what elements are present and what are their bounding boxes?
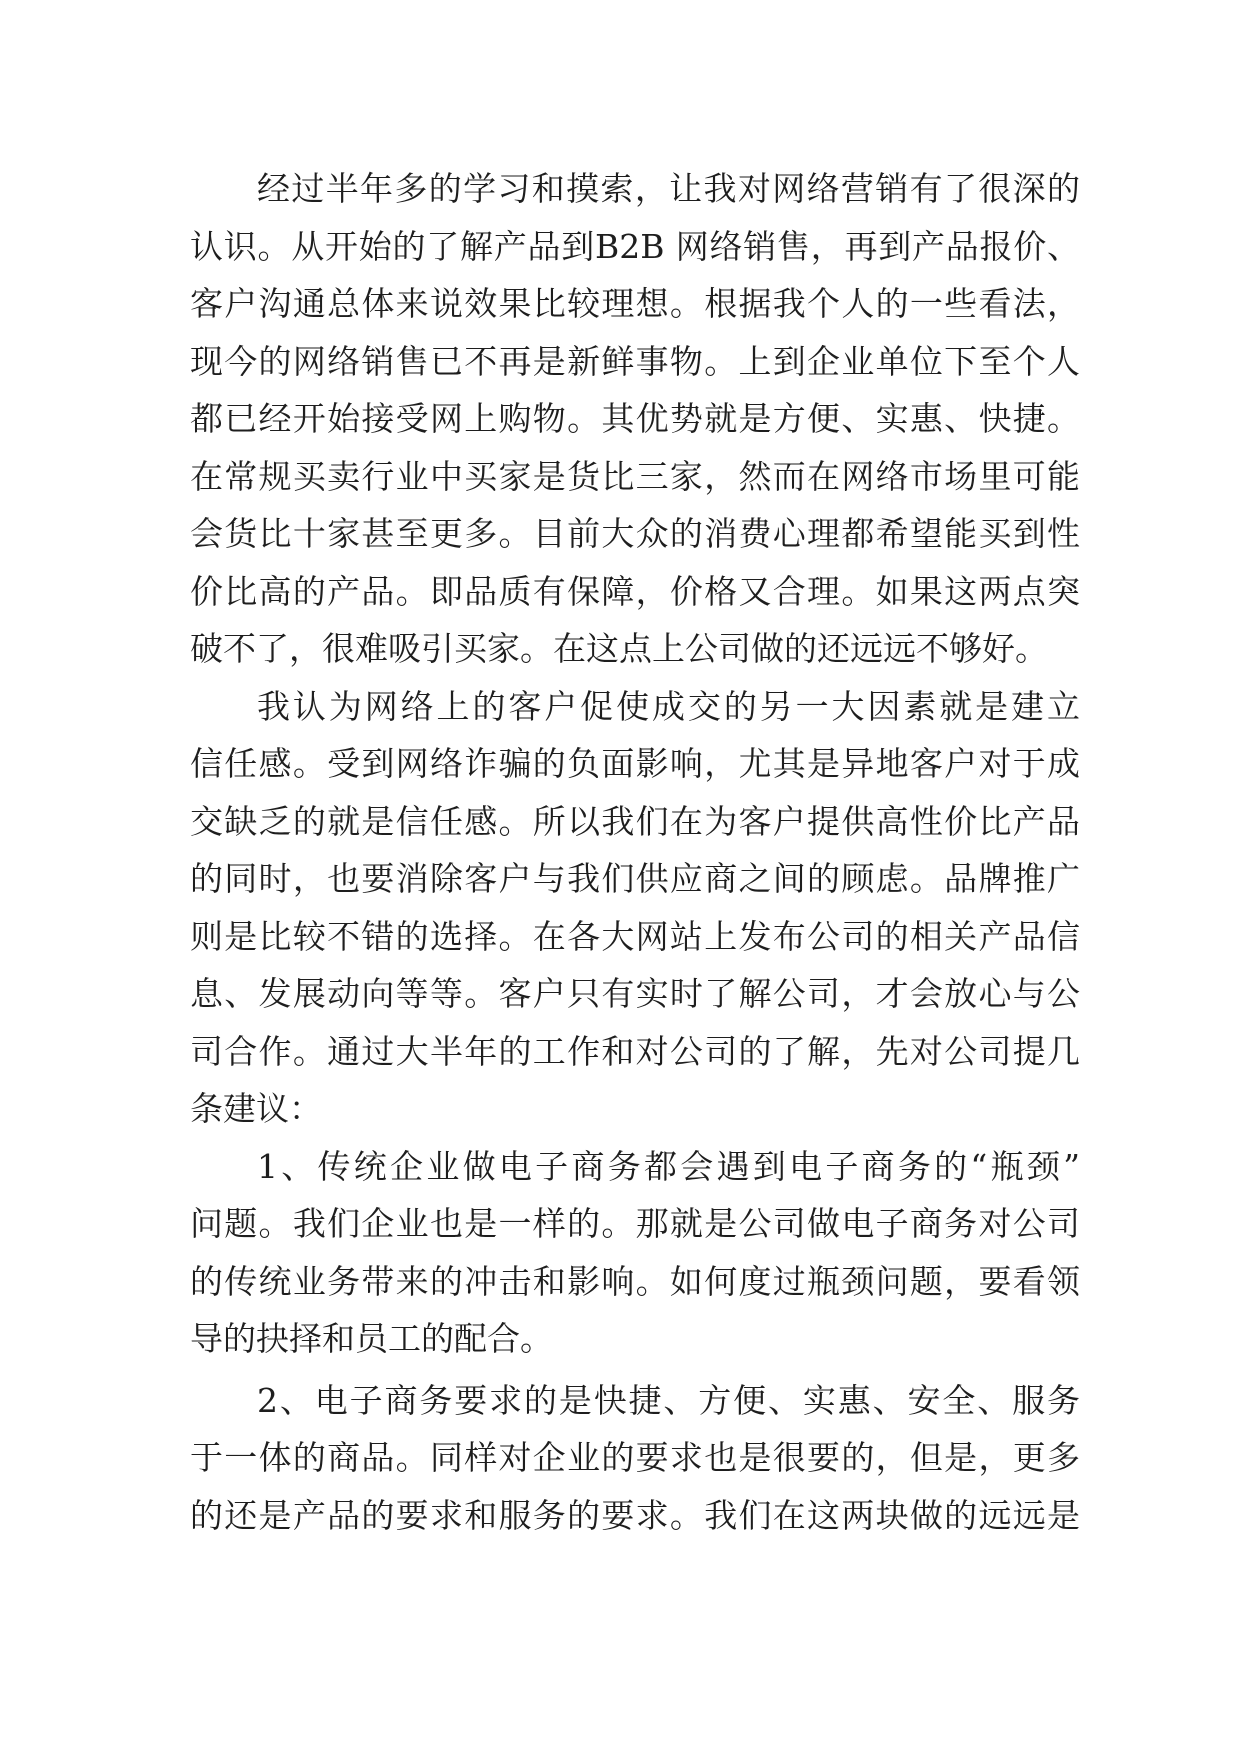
text-line: 经过半年多的学习和摸索，让我对网络营销有了很深的: [257, 169, 1080, 208]
text-line: 在常规买卖行业中买家是货比三家，然而在网络市场里可能: [190, 456, 1080, 496]
text-line: 价比高的产品。即品质有保障，价格又合理。如果这两点突: [190, 571, 1080, 611]
document-body: [190, 160, 1080, 1544]
text-line: 我认为网络上的客户促使成交的另一大因素就是建立: [257, 686, 1080, 726]
paragraph-3: [190, 1138, 1080, 1368]
text-line: 客户沟通总体来说效果比较理想。根据我个人的一些看法，: [190, 284, 1080, 323]
text-line: 则是比较不错的选择。在各大网站上发布公司的相关产品信: [190, 916, 1080, 956]
text-line: 司合作。通过大半年的工作和对公司的了解，先对公司提几: [190, 1031, 1080, 1071]
text-line: 息、发展动向等等。客户只有实时了解公司，才会放心与公: [190, 974, 1080, 1013]
text-line: 1、传统企业做电子商务都会遇到电子商务的“瓶颈”: [257, 1146, 1080, 1186]
text-line: 破不了，很难吸引买家。在这点上公司做的还远远不够好。: [190, 629, 1048, 668]
text-line: 的传统业务带来的冲击和影响。如何度过瓶颈问题，要看领: [190, 1261, 1080, 1301]
text-line: 交缺乏的就是信任感。所以我们在为客户提供高性价比产品: [190, 801, 1080, 841]
text-line: 的同时，也要消除客户与我们供应商之间的顾虑。品牌推广: [190, 859, 1080, 898]
text-line: 认识。从开始的了解产品到B2B 网络销售，再到产品报价、: [190, 226, 1080, 266]
text-line: 都已经开始接受网上购物。其优势就是方便、实惠、快捷。: [190, 399, 1080, 438]
text-line: 2、电子商务要求的是快捷、方便、实惠、安全、服务: [257, 1380, 1080, 1420]
text-line: 问题。我们企业也是一样的。那就是公司做电子商务对公司: [190, 1204, 1080, 1243]
text-line: 导的抉择和员工的配合。: [190, 1319, 553, 1358]
text-line: 会货比十家甚至更多。目前大众的消费心理都希望能买到性: [190, 514, 1080, 553]
text-line: 信任感。受到网络诈骗的负面影响，尤其是异地客户对于成: [190, 744, 1080, 783]
text-line: 现今的网络销售已不再是新鲜事物。上到企业单位下至个人: [190, 341, 1080, 381]
text-line: 条建议：: [190, 1089, 322, 1128]
paragraph-4: [190, 1372, 1080, 1545]
paragraph-1: [190, 160, 1080, 678]
text-line: 的还是产品的要求和服务的要求。我们在这两块做的远远是: [190, 1495, 1080, 1535]
text-line: 于一体的商品。同样对企业的要求也是很要的，但是，更多: [190, 1438, 1080, 1477]
paragraph-2: [190, 678, 1080, 1138]
